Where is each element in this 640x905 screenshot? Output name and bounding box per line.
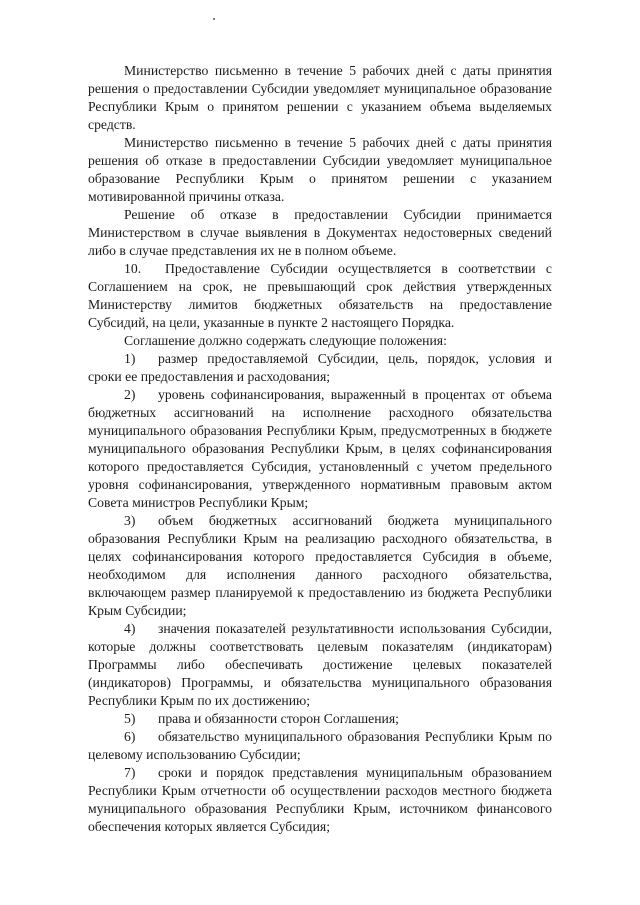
text-line-content: объем бюджетных ассигнований бюджета муниципального <box>158 513 552 528</box>
text-line: Совета министров Республики Крым; <box>88 495 309 510</box>
text-line: сроки ее предоставления и расходования; <box>88 369 331 384</box>
text-line: Соглашением на срок, не превышающий срок действия утвержденных <box>88 279 552 294</box>
text-line-content: сроки и порядок представления муниципальным образованием <box>158 765 552 780</box>
text-line: средств. <box>88 117 136 132</box>
text-line: Республики Крым отчетности об осуществлении расходов местного бюджета <box>88 783 552 798</box>
agreement-item-4 <box>88 620 552 710</box>
text-line <box>88 260 552 278</box>
item-number: 1) <box>124 351 136 366</box>
text-line-content: размер предоставляемой Субсидии, цель, порядок, условия и <box>158 351 552 366</box>
item-number: 7) <box>124 765 136 780</box>
text-line <box>88 620 552 638</box>
text-line: образования Республики Крым на реализацию расходного обязательства, в <box>88 531 552 546</box>
text-line-content: обязательство муниципального образования Республики Крым по <box>158 729 552 744</box>
text-line: Программы либо обеспечивать достижение целевых показателей <box>88 657 552 672</box>
text-line <box>88 764 552 782</box>
text-line-content: уровень софинансирования, выраженный в процентах от объема <box>158 387 552 402</box>
agreement-item-1 <box>88 350 552 386</box>
text-line: включающем размер планируемой к предоставлению из бюджета Республики <box>88 585 552 600</box>
agreement-item-2 <box>88 386 552 512</box>
text-line: целевому использованию Субсидии; <box>88 747 301 762</box>
text-line: Решение об отказе в предоставлении Субсидии принимается <box>124 207 552 222</box>
text-line: необходимом для исполнения данного расходного обязательства, <box>88 567 552 582</box>
text-line: бюджетных ассигнований на исполнение расходного обязательства <box>88 405 552 420</box>
text-line: муниципального образования Республики Крым, предусмотренных в бюджете <box>88 423 552 438</box>
item-number: 2) <box>124 387 136 402</box>
text-line-content: Предоставление Субсидии осуществляется в соответствии с <box>165 261 552 276</box>
text-line: муниципального образования Республики Крым, источником финансового <box>88 801 552 816</box>
text-line: либо в случае представления их не в полном объеме. <box>88 243 397 258</box>
agreement-item-7 <box>88 764 552 836</box>
paragraph-refusal-grounds <box>88 206 552 260</box>
text-line-content: права и обязанности сторон Соглашения; <box>158 711 399 726</box>
document-body <box>88 62 552 836</box>
paragraph-approval-notice <box>88 62 552 134</box>
text-line: Министерством в случае выявления в Документах недостоверных сведений <box>88 225 552 240</box>
text-line: которого предоставляется Субсидия, установленный с учетом предельного <box>88 459 552 474</box>
text-line: Министерству лимитов бюджетных обязательств на предоставление <box>88 297 552 312</box>
text-line: муниципального образования Республики Крым, в целях софинансирования <box>88 441 552 456</box>
text-line: Министерство письменно в течение 5 рабочих дней с даты принятия <box>124 63 552 78</box>
scan-speck <box>213 18 215 20</box>
item-number: 3) <box>124 513 136 528</box>
text-line: образование Республики Крым о принятом решении с указанием <box>88 171 552 186</box>
clause-number: 10. <box>124 261 142 276</box>
paragraph-refusal-notice <box>88 134 552 206</box>
text-line: решения об отказе в предоставлении Субсидии уведомляет муниципальное <box>88 153 552 168</box>
paragraph-agreement-provisions-intro <box>88 332 552 350</box>
text-line: (индикаторов) Программы, и обязательства муниципального образования <box>88 675 552 690</box>
text-line <box>88 386 552 404</box>
text-line <box>88 512 552 530</box>
text-line: решения о предоставлении Субсидии уведомляет муниципальное образование <box>88 81 552 96</box>
text-line: Министерство письменно в течение 5 рабочих дней с даты принятия <box>124 135 552 150</box>
item-number: 6) <box>124 729 136 744</box>
text-line: уровня софинансирования, утвержденного нормативным правовым актом <box>88 477 552 492</box>
item-number: 4) <box>124 621 136 636</box>
text-line: обеспечения которых является Субсидия; <box>88 819 330 834</box>
item-number: 5) <box>124 711 136 726</box>
text-line: целях софинансирования которого предоставляется Субсидия в объеме, <box>88 549 552 564</box>
text-line: Субсидий, на цели, указанные в пункте 2 настоящего Порядка. <box>88 315 455 330</box>
agreement-item-3 <box>88 512 552 620</box>
text-line: которые должны соответствовать целевым показателям (индикаторам) <box>88 639 552 654</box>
text-line: Республики Крым по их достижению; <box>88 693 311 708</box>
text-line <box>88 350 552 368</box>
agreement-item-5 <box>88 710 552 728</box>
text-line: Соглашение должно содержать следующие положения: <box>124 333 447 348</box>
text-line-content: значения показателей результативности использования Субсидии, <box>158 621 552 636</box>
text-line <box>88 728 552 746</box>
text-line: Республики Крым о принятом решении с указанием объема выделяемых <box>88 99 552 114</box>
text-line: мотивированной причины отказа. <box>88 189 285 204</box>
text-line <box>88 710 552 728</box>
text-line: Крым Субсидии; <box>88 603 187 618</box>
clause-10 <box>88 260 552 332</box>
agreement-item-6 <box>88 728 552 764</box>
